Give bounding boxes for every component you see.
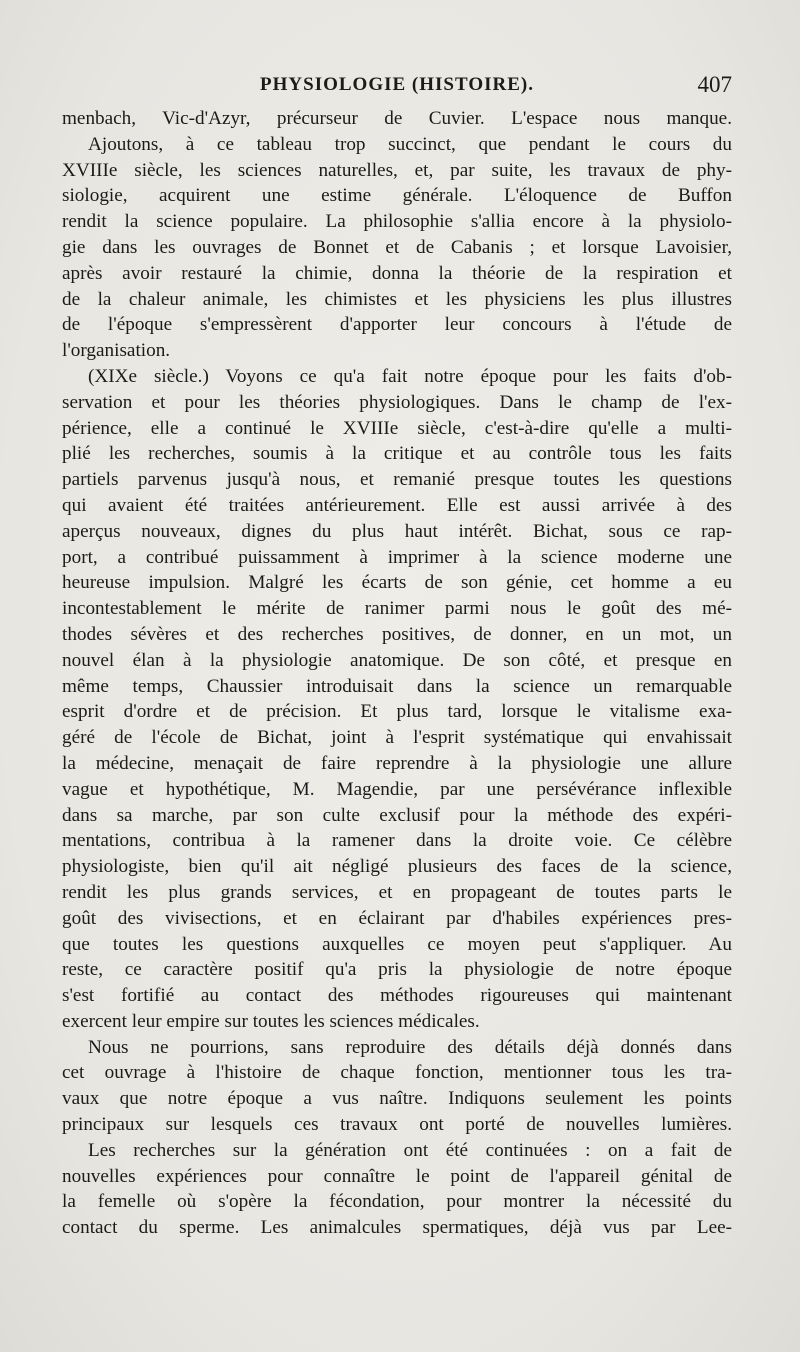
text-line: de la chaleur animale, les chimistes et les physiciens les plus illustres (62, 288, 732, 310)
text-line: cet ouvrage à l'histoire de chaque fonction, mentionner tous les tra- (62, 1062, 732, 1084)
running-head: PHYSIOLOGIE (HISTOIRE). (260, 74, 534, 95)
text-line: géré de l'école de Bichat, joint à l'esprit systématique qui envahissait (62, 727, 732, 749)
text-line: esprit d'ordre et de précision. Et plus tard, lorsque le vitalisme exa- (62, 701, 732, 723)
text-line: que toutes les questions auxquelles ce moyen peut s'appliquer. Au (62, 933, 732, 955)
page-number: 407 (697, 72, 732, 97)
text-line: qui avaient été traitées antérieurement. Elle est aussi arrivée à des (62, 494, 732, 516)
text-line: incontestablement le mérite de ranimer parmi nous le goût des mé- (62, 598, 732, 620)
text-line: port, a contribué puissamment à imprimer à la science moderne une (62, 546, 732, 568)
text-line: rendit la science populaire. La philosophie s'allia encore à la physiolo- (62, 211, 732, 233)
text-line: XVIIIe siècle, les sciences naturelles, et, par suite, les travaux de phy- (62, 159, 732, 181)
text-line: thodes sévères et des recherches positives, de donner, en un mot, un (62, 623, 732, 645)
text-line: partiels parvenus jusqu'à nous, et remanié presque toutes les questions (62, 469, 732, 491)
page-header (62, 74, 732, 100)
text-line: s'est fortifié au contact des méthodes rigoureuses qui maintenant (62, 985, 732, 1007)
text-line: rendit les plus grands services, et en propageant de toutes parts le (62, 881, 732, 903)
text-line: après avoir restauré la chimie, donna la théorie de la respiration et (62, 262, 732, 284)
text-line: siologie, acquirent une estime générale. L'éloquence de Buffon (62, 185, 732, 207)
text-line: vague et hypothétique, M. Magendie, par une persévérance inflexible (62, 778, 732, 800)
text-line: de l'époque s'empressèrent d'apporter leur concours à l'étude de (62, 314, 732, 336)
text-line: la médecine, menaçait de faire reprendre à la physiologie une allure (62, 752, 732, 774)
text-line: Nous ne pourrions, sans reproduire des détails déjà donnés dans (88, 1036, 732, 1058)
text-line: plié les recherches, soumis à la critique et au contrôle tous les faits (62, 443, 732, 465)
text-line: menbach, Vic-d'Azyr, précurseur de Cuvier. L'espace nous manque. (62, 108, 732, 129)
text-line: aperçus nouveaux, dignes du plus haut intérêt. Bichat, sous ce rap- (62, 520, 732, 542)
text-line: mentations, contribua à la ramener dans la droite voie. Ce célèbre (62, 830, 732, 852)
body-text (62, 106, 732, 1241)
text-line: Ajoutons, à ce tableau trop succinct, que pendant le cours du (88, 133, 732, 155)
text-line: gie dans les ouvrages de Bonnet et de Cabanis ; et lorsque Lavoisier, (62, 236, 732, 258)
text-line: heureuse impulsion. Malgré les écarts de son génie, cet homme a eu (62, 572, 732, 594)
text-line: reste, ce caractère positif qu'a pris la physiologie de notre époque (62, 959, 732, 981)
text-line: nouvelles expériences pour connaître le point de l'appareil génital de (62, 1165, 732, 1187)
text-line: servation et pour les théories physiologiques. Dans le champ de l'ex- (62, 391, 732, 413)
text-line: la femelle où s'opère la fécondation, pour montrer la nécessité du (62, 1191, 732, 1213)
text-line: Les recherches sur la génération ont été continuées : on a fait de (88, 1139, 732, 1161)
text-line: périence, elle a continué le XVIIIe siècle, c'est-à-dire qu'elle a multi- (62, 417, 732, 439)
text-line: (XIXe siècle.) Voyons ce qu'a fait notre époque pour les faits d'ob- (88, 365, 732, 387)
text-line: l'organisation. (62, 340, 171, 362)
text-line: exercent leur empire sur toutes les sciences médicales. (62, 1010, 480, 1032)
text-line: vaux que notre époque a vus naître. Indiquons seulement les points (62, 1088, 732, 1110)
text-line: contact du sperme. Les animalcules spermatiques, déjà vus par Lee- (62, 1217, 732, 1239)
text-line: dans sa marche, par son culte exclusif pour la méthode des expéri- (62, 804, 732, 826)
text-line: goût des vivisections, et en éclairant par d'habiles expériences pres- (62, 907, 732, 929)
text-line: physiologiste, bien qu'il ait négligé plusieurs des faces de la science, (62, 856, 732, 878)
text-line: même temps, Chaussier introduisait dans la science un remarquable (62, 675, 732, 697)
text-line: nouvel élan à la physiologie anatomique. De son côté, et presque en (62, 649, 732, 671)
text-line: principaux sur lesquels ces travaux ont porté de nouvelles lumières. (62, 1114, 732, 1136)
